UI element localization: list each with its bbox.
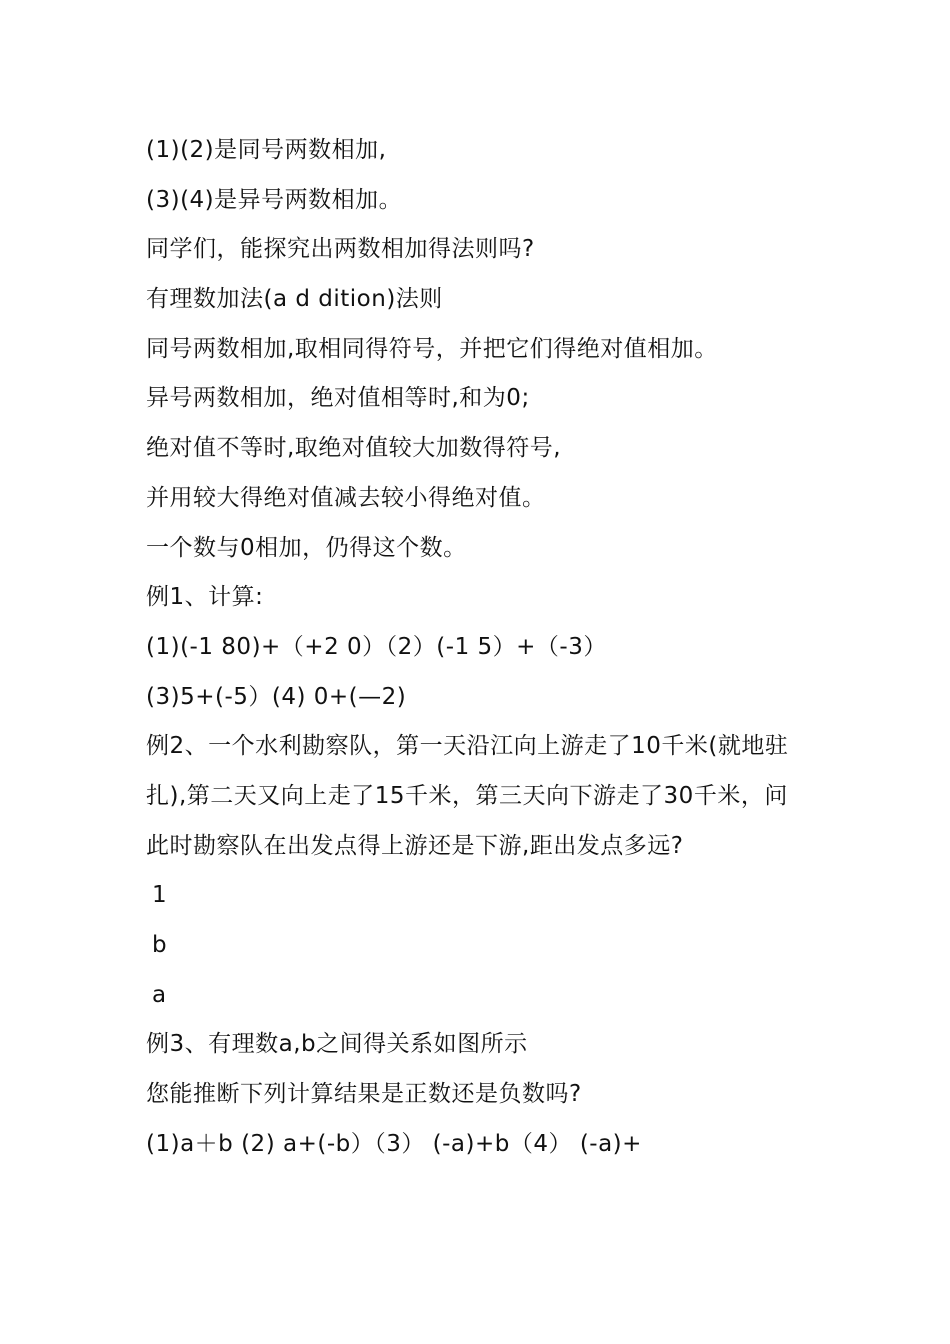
figure-label-1: 1 xyxy=(152,882,168,909)
text-line-3: 同学们，能探究出两数相加得法则吗? xyxy=(146,236,535,263)
document-body xyxy=(146,126,806,1169)
example-1-items-b: (3)5+(-5）(4) 0+(—2) xyxy=(146,683,407,710)
rule-unequal-abs: 绝对值不等时,取绝对值较大加数得符号, xyxy=(146,435,562,462)
example-2-paragraph: 例2、一个水利勘察队，第一天沿江向上游走了10千米(就地驻扎),第二天又向上走了15千米，第三天向下游走了30千米，问此时勘察队在出发点得上游还是下游,距出发点多远? xyxy=(146,733,789,859)
figure-label-a: a xyxy=(152,981,167,1008)
figure-label-b: b xyxy=(152,932,168,959)
rule-same-sign: 同号两数相加,取相同得符号，并把它们得绝对值相加。 xyxy=(146,335,718,362)
rule-subtract-abs: 并用较大得绝对值减去较小得绝对值。 xyxy=(146,484,546,511)
rule-opposite-sign: 异号两数相加，绝对值相等时,和为0; xyxy=(146,385,530,412)
example-1-title: 例1、计算: xyxy=(146,584,264,611)
example-1-items-a: (1)(-1 80)+（+2 0）（2）(-1 5）+（-3） xyxy=(146,633,607,660)
text-line-2: (3)(4)是异号两数相加。 xyxy=(146,186,403,213)
addition-rule-heading: 有理数加法(a d dition)法则 xyxy=(146,286,443,313)
text-line-1: (1)(2)是同号两数相加, xyxy=(146,137,387,163)
example-3-question: 您能推断下列计算结果是正数还是负数吗? xyxy=(146,1081,582,1108)
example-3-title: 例3、有理数a,b之间得关系如图所示 xyxy=(146,1031,528,1058)
rule-add-zero: 一个数与0相加，仍得这个数。 xyxy=(146,534,467,561)
example-3-items: (1)a＋b (2) a+(-b）（3） (-a)+b（4） (-a)+ xyxy=(146,1130,642,1157)
